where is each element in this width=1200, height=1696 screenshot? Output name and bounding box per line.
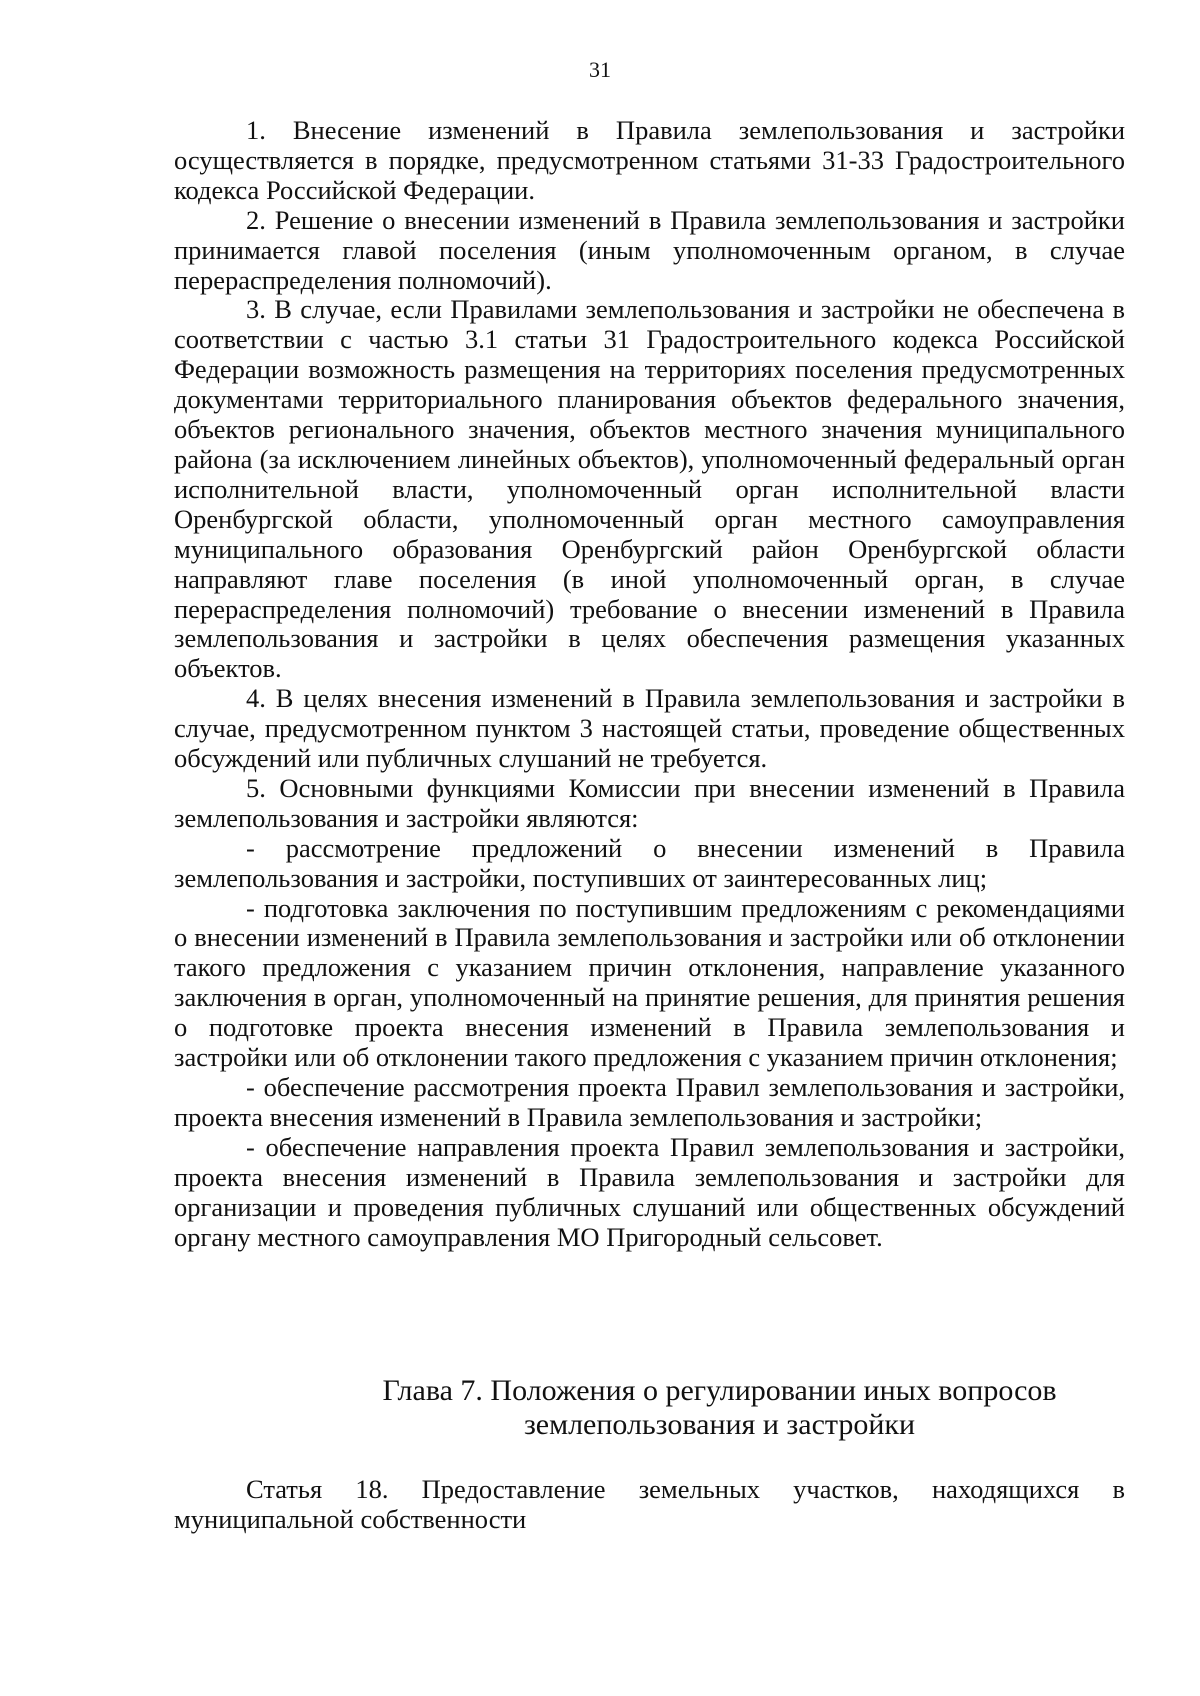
chapter-title-line-2: землепользования и застройки xyxy=(523,1408,916,1441)
paragraph-2: 2. Решение о внесении изменений в Правила землепользования и застройки принимается главой поселения (иным уполномоченным органом, в случае перераспределения полномочий). xyxy=(174,204,1125,295)
article-title: Статья 18. Предоставление земельных участков, находящихся в муниципальной собственности xyxy=(174,1474,1125,1534)
list-item-review-proposals: - рассмотрение предложений о внесении изменений в Правила землепользования и застройки, поступивших от заинтересованных лиц; xyxy=(174,832,1125,893)
list-item-prepare-conclusion: - подготовка заключения по поступившим предложениям с рекомендациями о внесении изменений в Правила землепользования и застройки или об отклонении такого предложения с указанием причин отклонения, направление указанного заключения в орган, уполномоченный на принятие решения, для принятия решения о подготовке проекта внесения изменений в Правила землепользования и застройки или об отклонении такого предложения с указанием причин отклонения; xyxy=(174,892,1125,1073)
page-number: 31 xyxy=(589,57,611,82)
article-body xyxy=(174,116,1125,1252)
list-item-ensure-submission: - обеспечение направления проекта Правил землепользования и застройки, проекта внесения изменений в Правила землепользования и застройки для организации и проведения публичных слушаний или общественных обсуждений органу местного самоуправления МО Пригородный сельсовет. xyxy=(174,1131,1125,1252)
paragraph-3: 3. В случае, если Правилами землепользования и застройки не обеспечена в соответствии с частью 3.1 статьи 31 Градостроительного кодекса Российской Федерации возможность размещения на территориях поселения предусмотренных документами территориального планирования объектов федерального значения, объектов регионального значения, объектов местного значения муниципального района (за исключением линейных объектов), уполномоченный федеральный орган исполнительной власти, уполномоченный орган исполнительной власти Оренбургской области, уполномоченный орган местного самоуправления муниципального образования Оренбургский район Оренбургской области направляют главе поселения (в иной уполномоченный орган, в случае перераспределения полномочий) требование о внесении изменений в Правила землепользования и застройки в целях обеспечения размещения указанных объектов. xyxy=(174,294,1125,684)
list-item-ensure-review: - обеспечение рассмотрения проекта Правил землепользования и застройки, проекта внесения изменений в Правила землепользования и застройки; xyxy=(174,1072,1125,1132)
paragraph-4: 4. В целях внесения изменений в Правила землепользования и застройки в случае, предусмотренном пунктом 3 настоящей статьи, проведение общественных обсуждений или публичных слушаний не требуется. xyxy=(174,683,1125,774)
chapter-heading xyxy=(174,1374,1125,1442)
chapter-title-line-1: Глава 7. Положения о регулировании иных вопросов xyxy=(382,1374,1057,1407)
paragraph-1: 1. Внесение изменений в Правила землепользования и застройки осуществляется в порядке, предусмотренном статьями 31-33 Градостроительного кодекса Российской Федерации. xyxy=(174,115,1125,205)
paragraph-5: 5. Основными функциями Комиссии при внесении изменений в Правила землепользования и застройки являются: xyxy=(174,772,1125,833)
article-heading xyxy=(174,1474,1125,1534)
